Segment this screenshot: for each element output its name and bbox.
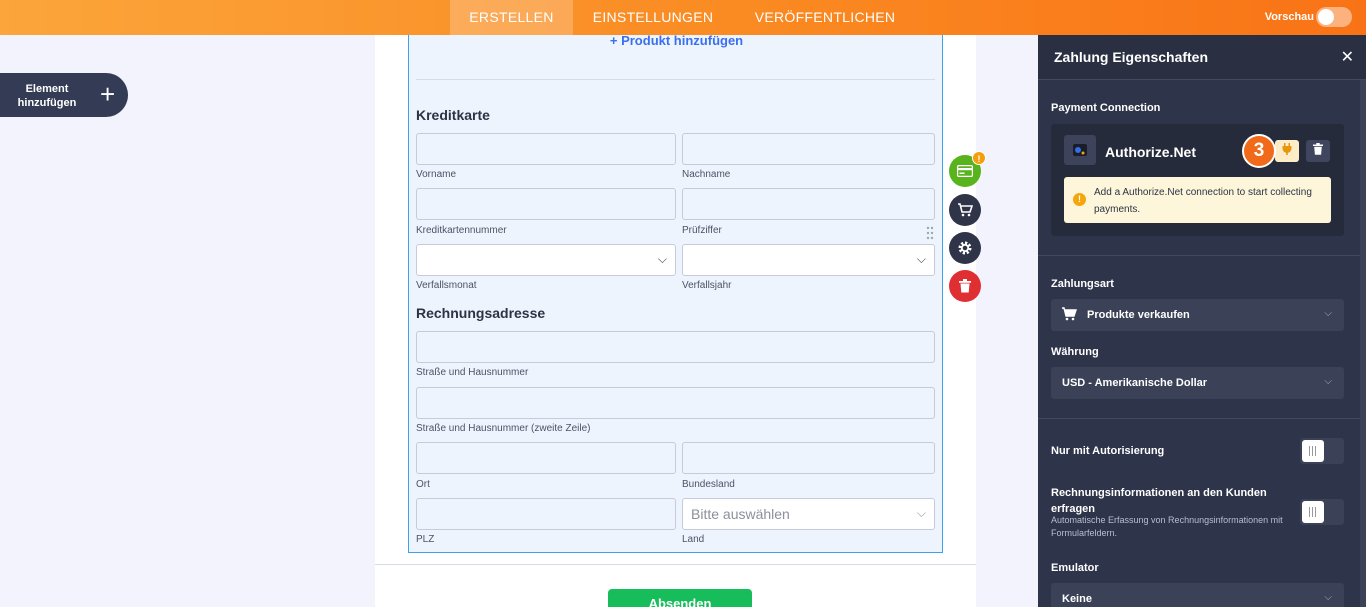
- warning-icon: !: [1073, 193, 1086, 206]
- chevron-down-icon: ⌵: [657, 252, 667, 266]
- billing-info-toggle[interactable]: [1300, 499, 1344, 525]
- divider: [416, 79, 935, 80]
- payment-type-value: Produkte verkaufen: [1087, 309, 1190, 321]
- credit-card-icon: [957, 165, 973, 177]
- street-input[interactable]: [416, 331, 935, 363]
- payment-connection-box: [1051, 124, 1344, 236]
- trash-icon: [959, 279, 971, 293]
- tab-einstellungen[interactable]: EINSTELLUNGEN: [592, 9, 714, 25]
- top-navigation-bar: [0, 0, 1366, 35]
- field-settings-button[interactable]: [949, 232, 981, 264]
- emulator-label: Emulator: [1051, 562, 1099, 574]
- add-element-label-line1: Element: [25, 83, 69, 95]
- panel-title: Zahlung Eigenschaften: [1054, 49, 1209, 65]
- currency-select[interactable]: [1051, 367, 1344, 399]
- add-element-label: [14, 82, 80, 110]
- connection-name: Authorize.Net: [1105, 144, 1196, 160]
- country-placeholder: Bitte auswählen: [691, 506, 790, 522]
- form-canvas: [375, 35, 976, 607]
- toggle-knob: [1302, 440, 1324, 462]
- delete-field-button[interactable]: [949, 270, 981, 302]
- preview-toggle[interactable]: [1316, 7, 1352, 27]
- cart-icon: [1061, 307, 1077, 321]
- plug-icon: [1282, 143, 1292, 155]
- emulator-select[interactable]: [1051, 583, 1344, 607]
- state-label: Bundesland: [682, 479, 735, 490]
- exp-month-label: Verfallsmonat: [416, 280, 477, 291]
- cart-icon: [957, 203, 973, 217]
- payment-type-select[interactable]: [1051, 299, 1344, 331]
- gear-icon: [957, 240, 973, 256]
- street2-input[interactable]: [416, 387, 935, 419]
- connection-warning-note: [1064, 177, 1331, 223]
- tab-veroeffentlichen[interactable]: VERÖFFENTLICHEN: [754, 9, 896, 25]
- last-name-input[interactable]: [682, 133, 935, 165]
- country-label: Land: [682, 534, 705, 545]
- chevron-down-icon: ⌵: [1324, 308, 1332, 319]
- divider: [1038, 255, 1360, 256]
- tab-erstellen[interactable]: ERSTELLEN: [450, 0, 573, 35]
- payment-type-label: Zahlungsart: [1051, 278, 1114, 290]
- payment-connection-label: Payment Connection: [1051, 102, 1161, 114]
- first-name-label: Vorname: [416, 169, 457, 180]
- billing-info-label: Rechnungsinformationen an den Kunden erfragen: [1051, 487, 1267, 515]
- card-number-input[interactable]: [416, 188, 676, 220]
- street-label: Straße und Hausnummer: [416, 367, 529, 378]
- toggle-knob: [1302, 501, 1324, 523]
- connect-button[interactable]: [1275, 140, 1299, 162]
- properties-panel: [1038, 35, 1366, 607]
- step-number-badge: 3: [1242, 134, 1276, 168]
- chevron-down-icon: ⌵: [1324, 592, 1332, 603]
- city-label: Ort: [416, 479, 430, 490]
- chevron-down-icon: ⌵: [916, 252, 926, 266]
- exp-year-select[interactable]: [682, 244, 935, 276]
- card-number-label: Kreditkartennummer: [416, 225, 507, 236]
- submit-button[interactable]: Absenden: [608, 589, 752, 607]
- add-product-link[interactable]: + Produkt hinzufügen: [609, 33, 744, 48]
- exp-month-select[interactable]: [416, 244, 676, 276]
- first-name-input[interactable]: [416, 133, 676, 165]
- auth-only-toggle[interactable]: [1300, 438, 1344, 464]
- city-input[interactable]: [416, 442, 676, 474]
- trash-icon: [1313, 143, 1323, 155]
- drag-handle-icon[interactable]: [926, 226, 934, 240]
- street2-label: Straße und Hausnummer (zweite Zeile): [416, 423, 591, 434]
- billing-address-heading: Rechnungsadresse: [416, 305, 546, 321]
- connection-note-text: Add a Authorize.Net connection to start collecting payments.: [1094, 187, 1312, 215]
- auth-only-label: Nur mit Autorisierung: [1051, 445, 1165, 457]
- warning-badge: !: [972, 151, 986, 165]
- last-name-label: Nachname: [682, 169, 731, 180]
- emulator-value: Keine: [1062, 593, 1092, 605]
- cvv-input[interactable]: [682, 188, 935, 220]
- zip-input[interactable]: [416, 498, 676, 530]
- cvv-label: Prüfziffer: [682, 225, 722, 236]
- close-icon[interactable]: ✕: [1340, 49, 1354, 66]
- chevron-down-icon: ⌵: [916, 506, 926, 520]
- panel-header: [1038, 35, 1366, 80]
- panel-scrollbar[interactable]: [1360, 80, 1366, 607]
- exp-year-label: Verfallsjahr: [682, 280, 732, 291]
- currency-value: USD - Amerikanische Dollar: [1062, 377, 1208, 389]
- billing-info-help: Automatische Erfassung von Rechnungsinformationen mit Formularfeldern.: [1051, 515, 1283, 538]
- preview-label: Vorschau: [1264, 11, 1314, 23]
- divider: [375, 564, 976, 565]
- remove-connection-button[interactable]: [1306, 140, 1330, 162]
- country-select[interactable]: [682, 498, 935, 530]
- zip-label: PLZ: [416, 534, 435, 545]
- divider: [1038, 418, 1360, 419]
- authorize-net-logo: [1064, 135, 1096, 165]
- payment-field-section[interactable]: [408, 35, 943, 553]
- currency-label: Währung: [1051, 346, 1099, 358]
- chevron-down-icon: ⌵: [1324, 376, 1332, 387]
- preview-toggle-knob: [1318, 9, 1334, 25]
- plus-icon: +: [100, 79, 116, 109]
- add-element-label-line2: hinzufügen: [17, 97, 77, 109]
- state-input[interactable]: [682, 442, 935, 474]
- products-button[interactable]: [949, 194, 981, 226]
- add-element-button[interactable]: [0, 73, 128, 117]
- credit-card-heading: Kreditkarte: [416, 107, 490, 123]
